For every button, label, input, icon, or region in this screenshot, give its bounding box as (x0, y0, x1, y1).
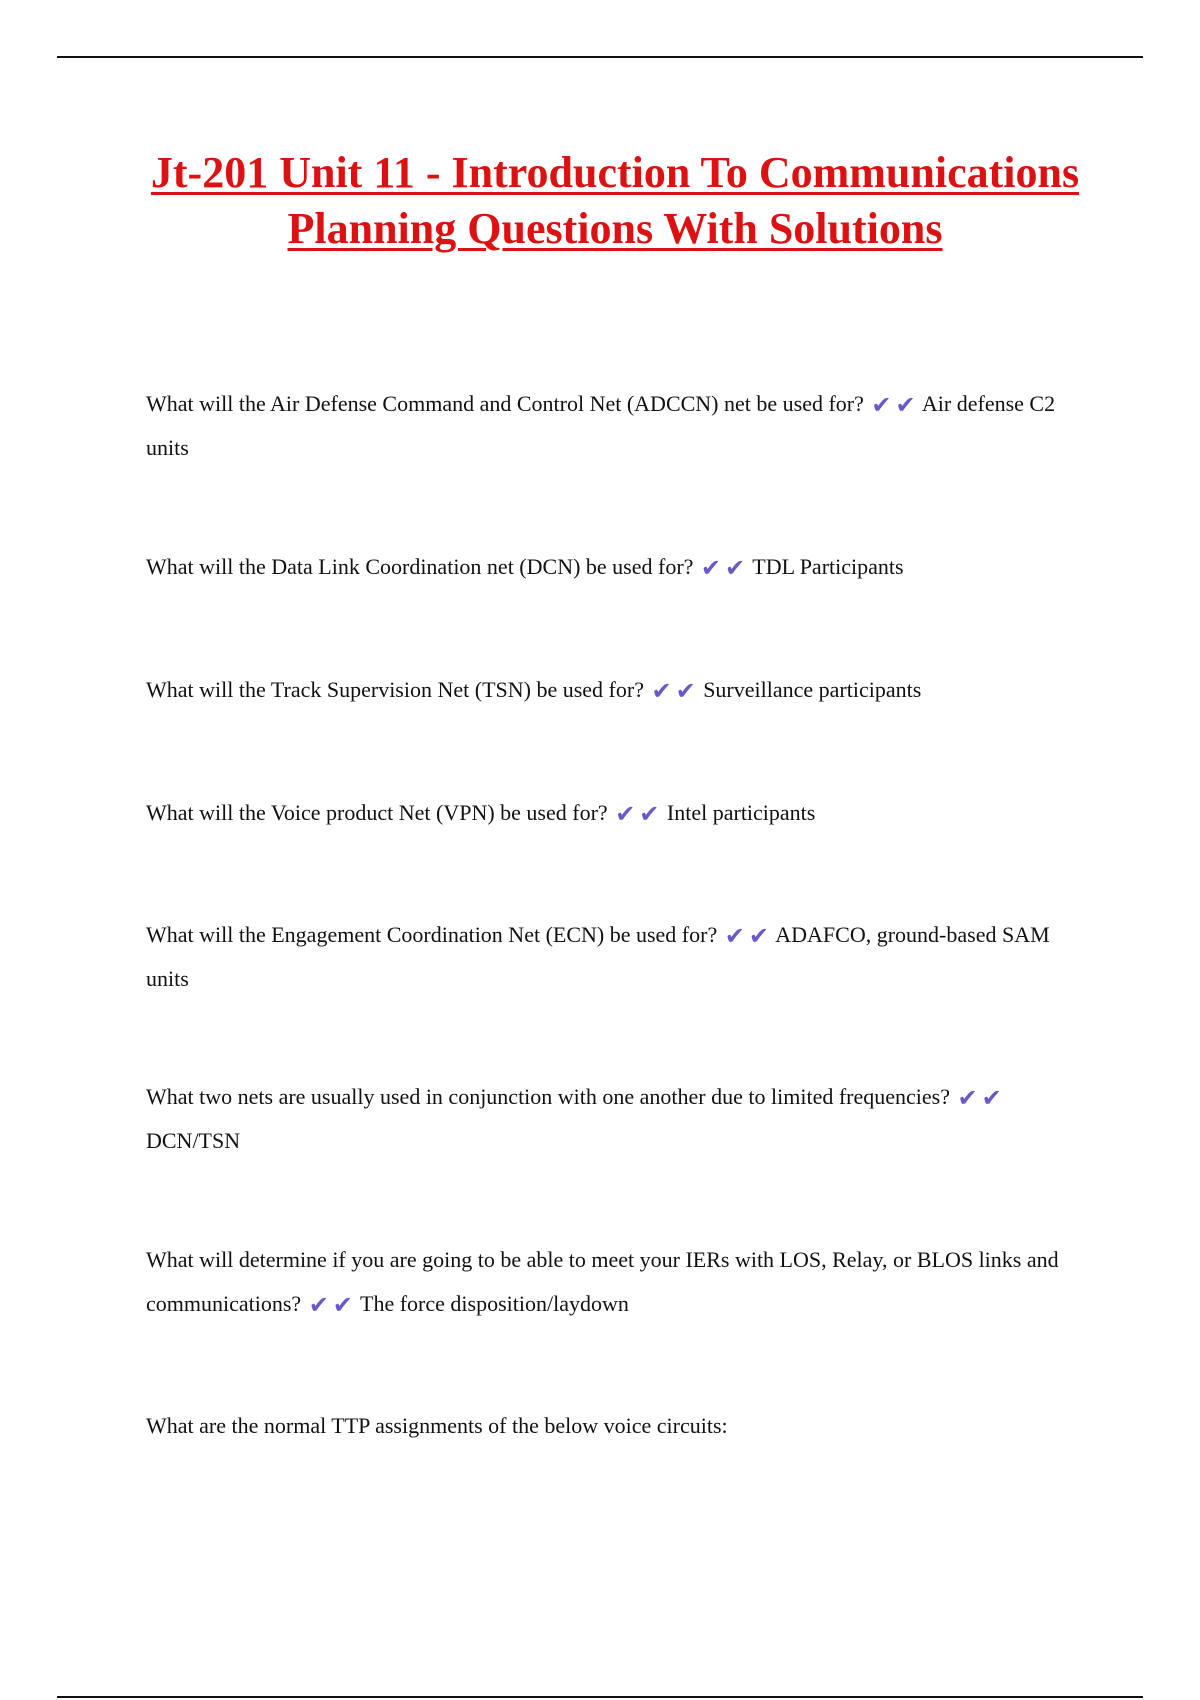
check-mark-icon: ✔ (639, 800, 660, 828)
answer-text: Surveillance participants (703, 677, 922, 702)
top-rule (57, 56, 1143, 58)
answer-text: Air defense C2 units (146, 391, 1056, 460)
qa-item-6 (146, 1075, 1076, 1163)
check-mark-icon: ✔ (332, 1291, 353, 1319)
check-mark-icon: ✔ (725, 554, 746, 582)
check-mark-icon: ✔ (981, 1084, 1002, 1112)
check-mark-icon: ✔ (748, 922, 769, 950)
answer-text: TDL Participants (752, 554, 904, 579)
check-mark-icon: ✔ (651, 677, 672, 705)
qa-item-3 (146, 668, 1076, 712)
question-text: What will the Air Defense Command and Control Net (ADCCN) net be used for? (146, 391, 864, 416)
qa-item-7 (146, 1238, 1076, 1326)
check-mark-icon: ✔ (615, 800, 636, 828)
question-text: What will the Data Link Coordination net (DCN) be used for? (146, 554, 694, 579)
answer-text: Intel participants (666, 800, 816, 825)
qa-item-4 (146, 791, 1076, 835)
question-text: What will determine if you are going to be able to meet your IERs with LOS, Relay, or BLOS links and communications? (146, 1247, 1059, 1316)
check-mark-icon: ✔ (308, 1291, 329, 1319)
qa-item-5 (146, 913, 1076, 1001)
answer-text: ADAFCO, ground-based SAM units (146, 922, 1050, 991)
qa-item-8 (146, 1404, 1076, 1448)
question-text: What two nets are usually used in conjunction with one another due to limited frequencies? (146, 1084, 950, 1109)
qa-item-2 (146, 545, 1076, 589)
bottom-rule (57, 1696, 1143, 1698)
question-text: What are the normal TTP assignments of the below voice circuits: (146, 1413, 728, 1438)
question-text: What will the Track Supervision Net (TSN) be used for? (146, 677, 644, 702)
answer-text: The force disposition/laydown (360, 1291, 629, 1316)
answer-text: DCN/TSN (146, 1128, 241, 1153)
question-text: What will the Engagement Coordination Net (ECN) be used for? (146, 922, 718, 947)
check-mark-icon: ✔ (895, 391, 916, 419)
document-title: Jt-201 Unit 11 - Introduction To Communications Planning Questions With Solutions (150, 148, 1080, 253)
check-mark-icon: ✔ (871, 391, 892, 419)
check-mark-icon: ✔ (724, 922, 745, 950)
check-mark-icon: ✔ (675, 677, 696, 705)
question-text: What will the Voice product Net (VPN) be used for? (146, 800, 608, 825)
check-mark-icon: ✔ (957, 1084, 978, 1112)
check-mark-icon: ✔ (700, 554, 722, 582)
qa-item-1 (146, 382, 1076, 470)
